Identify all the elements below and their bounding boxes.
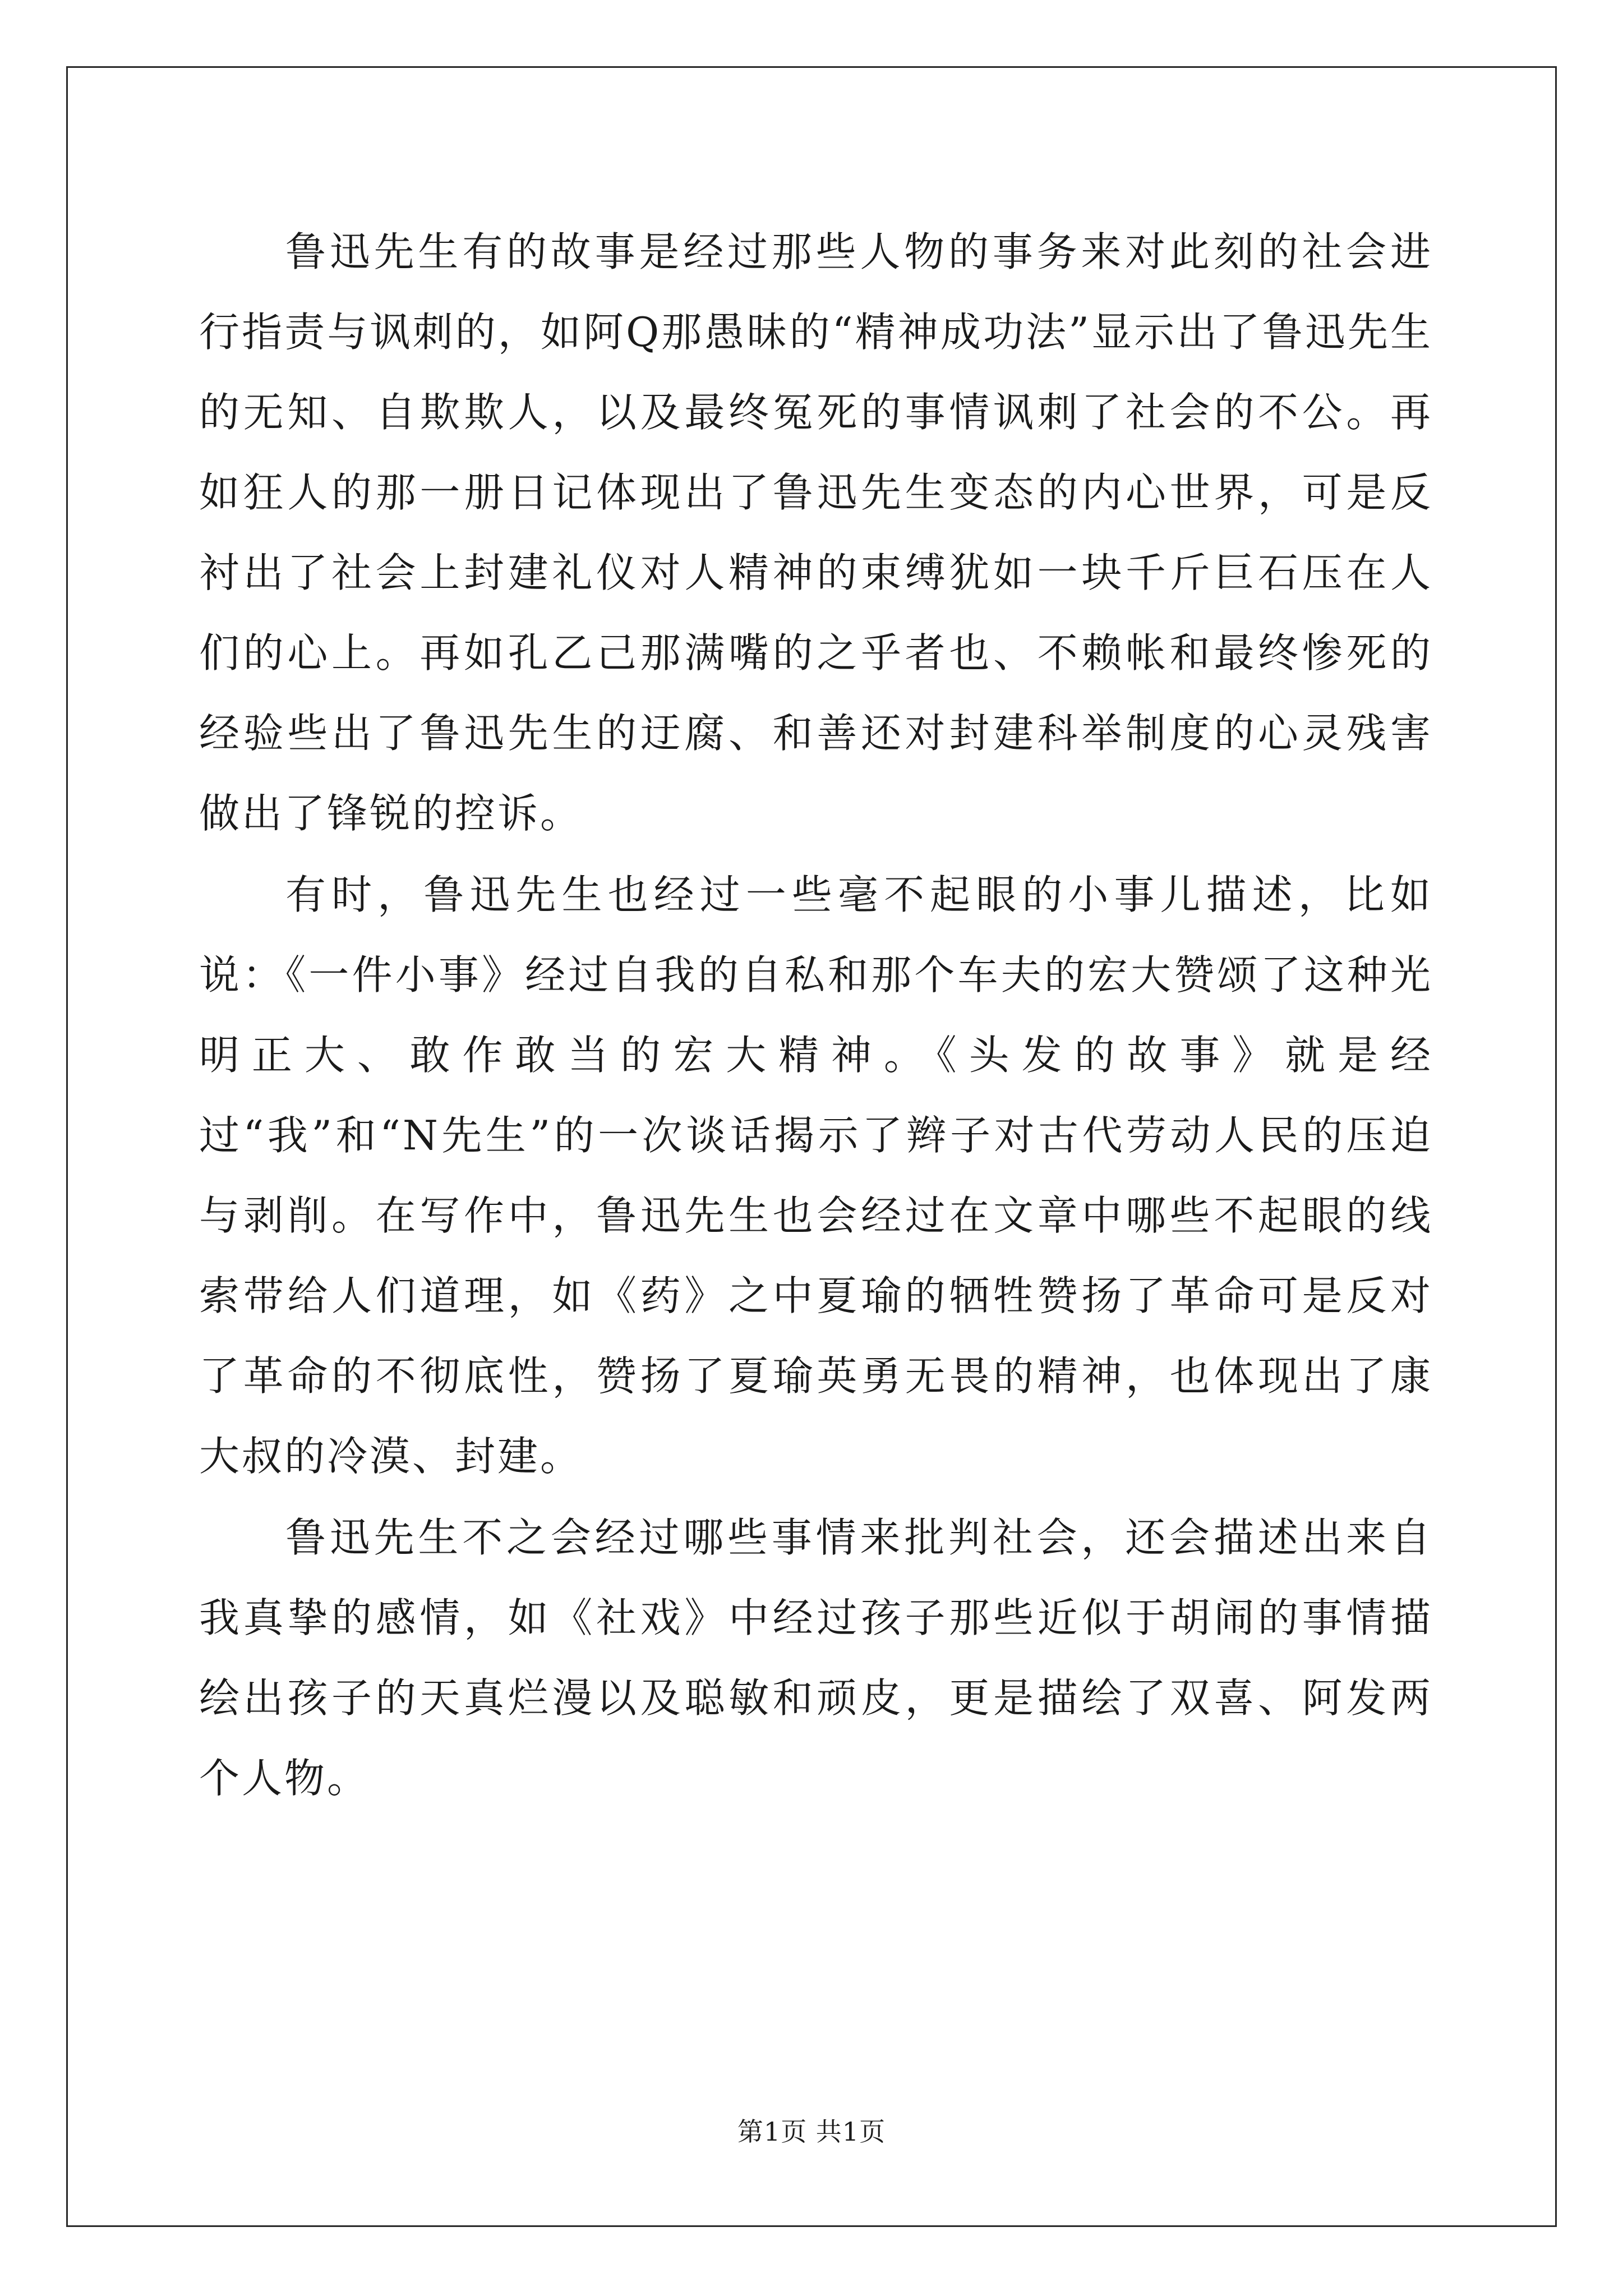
- paragraph-1: 鲁迅先生有的故事是经过那些人物的事务来对此刻的社会进行指责与讽刺的，如阿Q那愚昧的“精神成功法”显示出了鲁迅先生的无知、自欺欺人，以及最终冤死的事情讽刺了社会的不公。再如狂人的那一册日记体现出了鲁迅先生变态的内心世界，可是反衬出了社会上封建礼仪对人精神的束缚犹如一块千斤巨石压在人们的心上。再如孔乙己那满嘴的之乎者也、不赖帐和最终惨死的经验些出了鲁迅先生的迂腐、和善还对封建科举制度的心灵残害做出了锋锐的控诉。: [199, 228, 1433, 837]
- paragraph-2: 有时，鲁迅先生也经过一些毫不起眼的小事儿描述，比如说：《一件小事》经过自我的自私和那个车夫的宏大赞颂了这种光明正大、敢作敢当的宏大精神。《头发的故事》就是经过“我”和“N先生”的一次谈话揭示了辫子对古代劳动人民的压迫与剥削。在写作中，鲁迅先生也会经过在文章中哪些不起眼的线索带给人们道理，如《药》之中夏瑜的牺牲赞扬了革命可是反对了革命的不彻底性，赞扬了夏瑜英勇无畏的精神，也体现出了康大叔的冷漠、封建。: [199, 871, 1433, 1480]
- page-number-footer: 第1页 共1页: [737, 2116, 886, 2147]
- document-body: [199, 212, 1433, 1819]
- paragraph-3: 鲁迅先生不之会经过哪些事情来批判社会，还会描述出来自我真挚的感情，如《社戏》中经过孩子那些近似于胡闹的事情描绘出孩子的天真烂漫以及聪敏和顽皮，更是描绘了双喜、阿发两个人物。: [199, 1514, 1433, 1802]
